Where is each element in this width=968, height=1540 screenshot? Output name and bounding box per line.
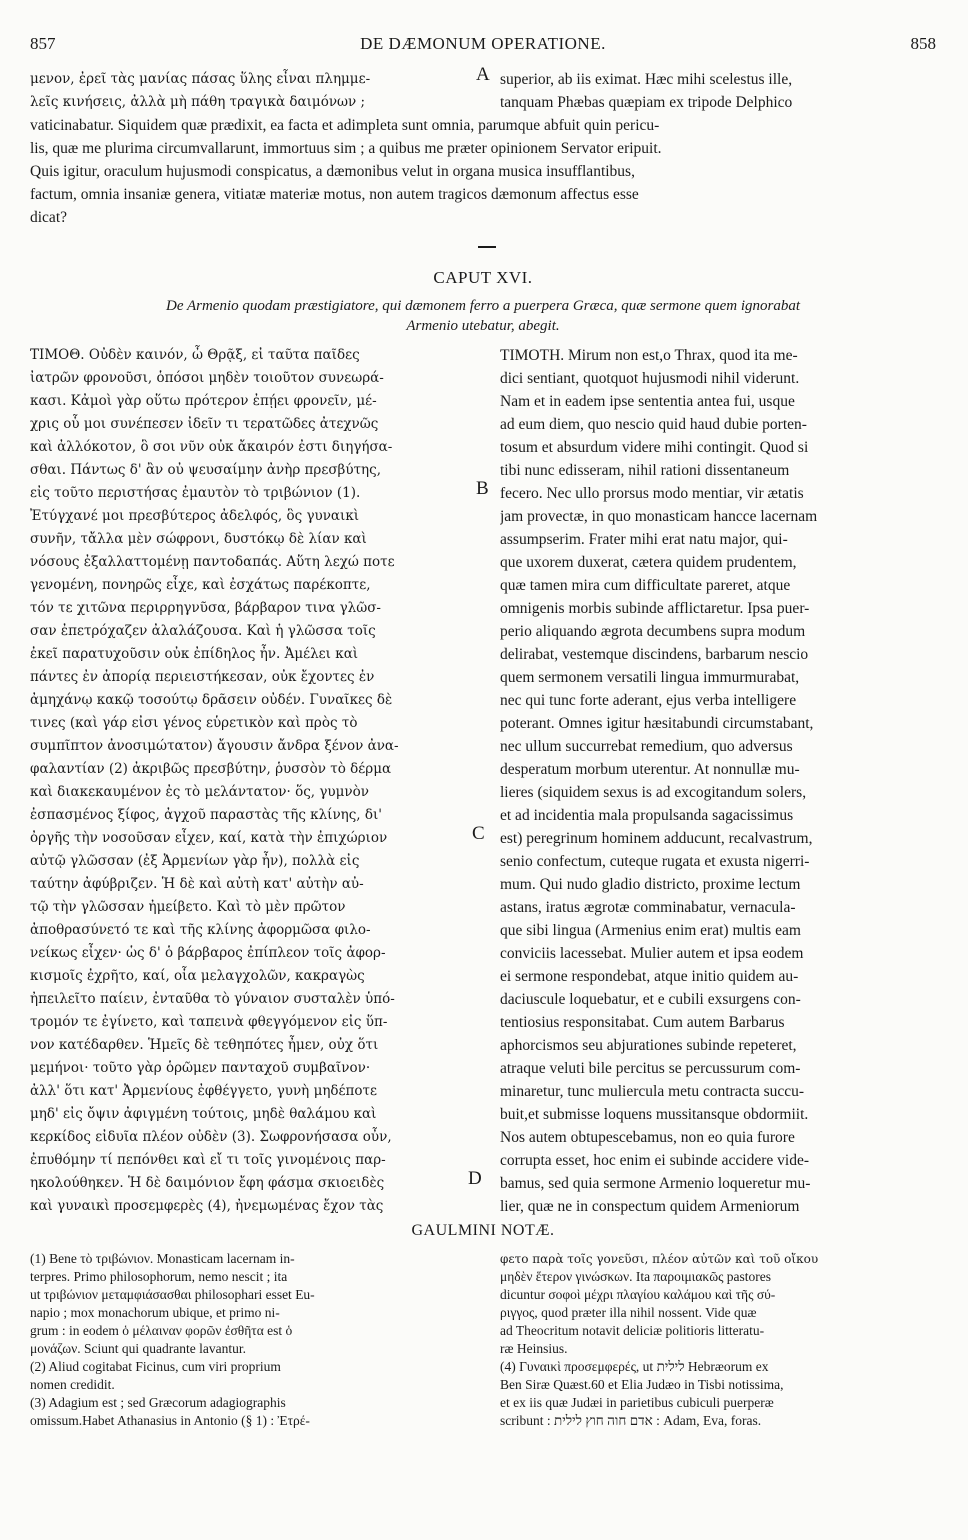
text-line: ἐπυθόμην τί πεπόνθει καὶ εἴ τι τοῖς γινομένοις παρ-	[30, 1152, 386, 1168]
text-line: τόν τε χιτῶνα περιρρηγνῦσα, βάρβαρον τινα γλῶσ-	[30, 600, 381, 616]
notes-heading: GAULMINI NOTÆ.	[411, 1222, 555, 1239]
text-line: dici sentiant, quotquot hujusmodi nihil viderunt.	[500, 370, 800, 387]
text-line: νόσους ἐξαλλαττομένῃ παντοδαπάς. Αὕτη λεχώ ποτε	[30, 554, 395, 570]
running-title: DE DÆMONUM OPERATIONE.	[360, 34, 606, 53]
text-line: ἀλλ' ὅτι κατ' Ἀρμενίους ἐφθέγγετο, γυνὴ μηδέποτε	[30, 1083, 378, 1099]
text-line: κασι. Κἀμοὶ γὰρ οὕτω πρότερον ἐπῄει φρονεῖν, μέ-	[30, 393, 377, 409]
subtitle-line: Armenio utebatur, abegit.	[406, 318, 560, 334]
section-marker-c: C	[472, 823, 485, 844]
footnote-line: nomen credidit.	[30, 1377, 115, 1392]
running-header	[30, 34, 936, 58]
footnote-line: ut τριβώνιον μεταμφιάσασθαι philosophari esset Eu-	[30, 1287, 315, 1302]
text-line: quem sermonem versatili lingua immurmurabat,	[500, 669, 800, 686]
text-line: ἠπειλεῖτο παίειν, ἐνταῦθα τὸ γύναιον συσταλὲν ὑπό-	[30, 991, 395, 1007]
text-line: perio aliquando ægrota decumbens supra modum	[500, 623, 806, 640]
text-line: ἀμηχάνῳ κακῷ τοσούτῳ δρᾶσειν οὐδέν. Γυναῖκες δὲ	[30, 692, 393, 708]
footnote-line: (4) Γυναικὶ προσεμφερές, ut לילית Hebræorum ex	[500, 1359, 769, 1374]
footnotes-right	[500, 1250, 936, 1430]
footnote-line: terpres. Primo philosophorum, nemo nescit ; ita	[30, 1269, 288, 1284]
text-line: Ἐτύγχανέ μοι πρεσβύτερος ἀδελφός, ὃς γυναικὶ	[30, 508, 360, 524]
text-line: desperatum morbum uterentur. At nonnullæ mu-	[500, 761, 800, 778]
text-line: tanquam Phæbas quæpiam ex tripode Delphico	[500, 94, 793, 111]
footnote-line: Ben Siræ Quæst.60 et Elia Judæo in Tisbi notissima,	[500, 1377, 784, 1392]
right-page-number: 858	[910, 34, 936, 53]
text-line: que sibi lingua (Armenius enim erat) multis eam	[500, 922, 801, 939]
footnote-line: napio ; mox monachorum ubique, et primo ni-	[30, 1305, 280, 1320]
text-line: bamus, sed quia sermone Armenio loqueretur mu-	[500, 1175, 811, 1192]
text-line: ΤΙΜΟΘ. Οὐδὲν καινόν, ὦ Θρᾷξ, εἰ ταῦτα παῖδες	[30, 347, 360, 363]
text-line: assumpserim. Frater mihi erat natu major, qui-	[500, 531, 788, 548]
text-line: factum, omnia insaniæ genera, vitiatæ materiæ motus, non autem tragicos dæmonum affectus esse	[30, 186, 639, 203]
text-line: poterant. Omnes igitur hæsitabundi circumstabant,	[500, 715, 814, 732]
text-line: ἐκεῖ παρατυχοῦσιν οὐκ ἐπίδηλος ἦν. Ἀμέλει καὶ	[30, 646, 359, 662]
top-full-width-paragraph	[30, 114, 936, 229]
text-line: daciuscule loquebatur, et e cubili exsurgens con-	[500, 991, 801, 1008]
section-marker-b: B	[476, 478, 489, 499]
text-line: τρομόν τε ἐγίνετο, καὶ ταπεινὰ φθεγγόμενον εἰς ὕπ-	[30, 1014, 388, 1030]
text-line: ὀργῆς τὴν νοσοῦσαν εἶχεν, καί, κατὰ τὴν ἐπιχώριον	[30, 830, 388, 846]
text-line: καὶ ἀλλόκοτον, ὃ σοι νῦν οὐκ ἄκαιρόν ἐστι διηγήσα-	[30, 439, 393, 455]
text-line: σαν ἐπετρόχαζεν ἀλαλάζουσα. Καὶ ἡ γλῶσσα τοῖς	[30, 623, 376, 639]
footnote-line: dicuntur σοφοὶ μέχρι πλαγίου καλάμου καὶ τῆς σύ-	[500, 1287, 776, 1302]
text-line: astans, iratus ægrotæ comminabatur, vernacula-	[500, 899, 796, 916]
footnote-line: (3) Adagium est ; sed Græcorum adagiographis	[30, 1395, 286, 1410]
text-line: νείκως εἶχεν· ὡς δ' ὁ βάρβαρος ἐπίπλεον τοῖς ἀφορ-	[30, 945, 386, 961]
section-divider	[478, 246, 496, 248]
footnote-line: omissum.Habet Athanasius in Antonio (§ 1) : Ἐτρέ-	[30, 1413, 310, 1428]
text-line: minaretur, tunc muliercula metu contracta succu-	[500, 1083, 805, 1100]
text-line: superior, ab iis eximat. Hæc mihi scelestus ille,	[500, 71, 793, 88]
text-line: lis, quæ me plurima circumvallarunt, immortuus sim ; a quibus me præter opinionem Servator eripuit.	[30, 140, 662, 157]
text-line: καὶ διακεκαυμένον ἐς τὸ μελάντατον· ὅς, γυμνὸν	[30, 784, 369, 800]
chapter-heading: CAPUT XVI.	[433, 268, 533, 287]
text-line: ἐσπασμένος ξίφος, ἀγχοῦ παραστὰς τῆς κλίνης, δι'	[30, 807, 383, 823]
text-line: μενον, ἐρεῖ τὰς μανίας πάσας ὕλης εἶναι πλημμε-	[30, 71, 371, 87]
text-line: quæ tamen mira cum difficultate pareret, atque	[500, 577, 791, 594]
text-line: est) peregrinum hominem adducunt, recalvastrum,	[500, 830, 813, 847]
text-line: nec qui tunc forte aderant, ejus verba intelligere	[500, 692, 797, 709]
footnote-line: ad Theocritum notavit deliciæ politioris litteratu-	[500, 1323, 765, 1338]
footnote-line: et ex iis quæ Judæi in parietibus cubiculi puerperæ	[500, 1395, 774, 1410]
text-line: ἀποθρασύνετό τε καὶ τῆς κλίνης ἀφορμῶσα φιλο-	[30, 922, 371, 938]
section-marker-d: D	[468, 1168, 482, 1189]
text-line: ταύτην ἀφύβριζεν. Ἡ δὲ καὶ αὐτὴ κατ' αὐτὴν αὐ-	[30, 876, 364, 892]
text-line: Quis igitur, oraculum hujusmodi conspicatus, a dæmonibus velut in organa musica insufflantibus,	[30, 163, 635, 180]
text-line: γενομένη, πονηρῶς εἶχε, καὶ ἐσχάτως παρέκοπτε,	[30, 577, 371, 593]
text-line: conviciis lacessebat. Mulier autem et ipsa eodem	[500, 945, 804, 962]
text-line: tentiosius responsitabat. Cum autem Barbarus	[500, 1014, 785, 1031]
footnote-line: grum : in eodem ὁ μέλαιναν φορῶν ἐσθῆτα est ὁ	[30, 1323, 293, 1338]
text-line: aphorcismos seu abjurationes subinde repeteret,	[500, 1037, 797, 1054]
footnote-line: φετο παρὰ τοῖς γονεῦσι, πλέον αὐτῶν καὶ τοῦ οἴκου	[500, 1252, 819, 1266]
text-line: νον κατέδαρθεν. Ἡμεῖς δὲ τεθηπότες ἦμεν, οὐχ ὅτι	[30, 1037, 379, 1053]
text-line: ηκολούθηκεν. Ἡ δὲ δαιμόνιον ἔφη φάσμα σκιοειδὲς	[30, 1175, 385, 1191]
text-line: TIMOTH. Mirum non est,o Thrax, quod ita me-	[500, 347, 798, 364]
text-line: μεμήνοι· τοῦτο γὰρ ὁρῶμεν πανταχοῦ συμβαῖνον·	[30, 1060, 371, 1076]
text-line: nec ullum succurrebat remedium, quo adversus	[500, 738, 793, 755]
footnote-line: μηδὲν ἕτερον γινώσκων. Ita παροιμιακῶς pastores	[500, 1269, 772, 1284]
text-line: senio confectum, cuteque rugata et exusta nigerri-	[500, 853, 810, 870]
text-line: χρις οὗ μοι συνέπεσεν ἰδεῖν τι τερατῶδες ἀτεχνῶς	[30, 416, 379, 432]
text-line: mum. Qui nudo gladio districto, proxime lectum	[500, 876, 801, 893]
text-line: κερκίδος εἰδυῖα πλέον οὐδὲν (3). Σωφρονήσασα οὖν,	[30, 1129, 392, 1145]
text-line: omnigenis morbis subinde afflictaretur. Ipsa puer-	[500, 600, 810, 617]
latin-column	[500, 344, 936, 1218]
footnote-line: μονάζων. Sciunt qui quadrante lavantur.	[30, 1341, 246, 1356]
text-line: jam provectæ, in quo monasticam hancce lacernam	[500, 508, 818, 525]
text-line: αὐτῷ γλῶσσαν (ἐξ Ἀρμενίων γὰρ ἦν), πολλὰ εἰς	[30, 853, 360, 869]
text-line: λεῖς κινήσεις, ἀλλὰ μὴ πάθη τραγικὰ δαιμόνων ;	[30, 94, 366, 110]
text-line: lieres (siquidem sexus is ad excogitandum solers,	[500, 784, 807, 801]
text-line: συνῆν, τἄλλα μὲν σώφρονι, δυστόκῳ δὲ λίαν καὶ	[30, 531, 367, 547]
section-marker-a: A	[476, 64, 490, 85]
subtitle-line: De Armenio quodam præstigiatore, qui dæmonem ferro a puerpera Græca, quæ sermone quem ignorabat	[166, 298, 800, 314]
text-line: πάντες ἐν ἀπορίᾳ περιειστήκεσαν, οὐκ ἔχοντες ἐν	[30, 669, 375, 685]
text-line: fecero. Nec ullo prorsus modo mentiar, vir ætatis	[500, 485, 804, 502]
text-line: que uxorem duxerat, cætera quidem prudentem,	[500, 554, 797, 571]
left-page-number: 857	[30, 34, 56, 53]
text-line: συμπῖπτον ἀνοσιμώτατον) ἄγουσιν ἄνδρα ξένον ἀνα-	[30, 738, 399, 754]
text-line: τινες (καὶ γάρ εἰσι γένος εὑρετικὸν καὶ πρὸς τὸ	[30, 715, 358, 731]
top-latin-fragment	[500, 68, 936, 114]
footnote-line: (2) Aliud cogitabat Ficinus, cum viri proprium	[30, 1359, 281, 1374]
text-line: Nos autem obtupescebamus, non eo quia furore	[500, 1129, 795, 1146]
text-line: corrupta esset, hoc enim ei subinde accidere vide-	[500, 1152, 810, 1169]
text-line: τῷ τὴν γλῶσσαν ἠμείβετο. Καὶ τὸ μὲν πρῶτον	[30, 899, 346, 915]
footnote-line: (1) Bene τὸ τριβώνιον. Monasticam lacernam in-	[30, 1251, 295, 1266]
text-line: dicat?	[30, 209, 68, 226]
text-line: κισμοῖς ἐχρῆτο, καί, οἷα μελαγχολῶν, κακραγὼς	[30, 968, 365, 984]
text-line: μηδ' εἰς ὄψιν ἀφιγμένη τούτοις, μηδὲ θαλάμου καὶ	[30, 1106, 377, 1122]
text-line: Nam et in eadem ipse sententia antea fui, usque	[500, 393, 795, 410]
footnote-line: ριγγος, quod præter illa nihil nossent. Vide quæ	[500, 1305, 757, 1320]
text-line: ei sermone respondebat, atque initio quidem au-	[500, 968, 799, 985]
text-line: vaticinabatur. Siquidem quæ prædixit, ea facta et adimpleta sunt omnia, parumque abfuit quin pericu-	[30, 117, 660, 134]
text-line: tibi nunc edisseram, nihil rationi dissentaneum	[500, 462, 790, 479]
text-line: atraque veluti bile percitus se percussurum com-	[500, 1060, 801, 1077]
greek-column	[30, 344, 466, 1218]
footnote-line: scribunt : אדם חוה חוץ לילית : Adam, Eva, foras.	[500, 1413, 762, 1428]
top-greek-fragment	[30, 68, 460, 114]
text-line: σθαι. Πάντως δ' ἂν οὐ ψευσαίμην ἀνὴρ πρεσβύτης,	[30, 462, 381, 478]
chapter-subtitle	[30, 296, 936, 336]
text-line: φαλαντίαν (2) ἀκριβῶς πρεσβύτην, ῥυσσὸν τὸ δέρμα	[30, 761, 392, 777]
footnote-line: ræ Heinsius.	[500, 1341, 568, 1356]
text-line: buit,et submisse loquens mussitansque obdormiit.	[500, 1106, 809, 1123]
footnotes-left	[30, 1250, 466, 1430]
text-line: lier, quæ ne in conspectum quidem Armeniorum	[500, 1198, 800, 1215]
text-line: tosum et absurdum videre mihi contingit. Quod si	[500, 439, 809, 456]
text-line: εἰς τοῦτο περιστήσας ἐμαυτὸν τὸ τριβώνιον (1).	[30, 485, 361, 501]
text-line: καὶ γυναικὶ προσεμφερὲς (4), ἠνεμωμένας ἔχον τὰς	[30, 1198, 384, 1214]
text-line: ad eum diem, quo nescio quid haud dubie porten-	[500, 416, 807, 433]
text-line: delirabat, vestemque discindens, barbarum nescio	[500, 646, 809, 663]
text-line: et ad incidentia mala propulsanda sagacissimus	[500, 807, 794, 824]
text-line: ἰατρῶν φρονοῦσι, ὁπόσοι μηδὲν τοιοῦτον συνεωρά-	[30, 370, 384, 386]
